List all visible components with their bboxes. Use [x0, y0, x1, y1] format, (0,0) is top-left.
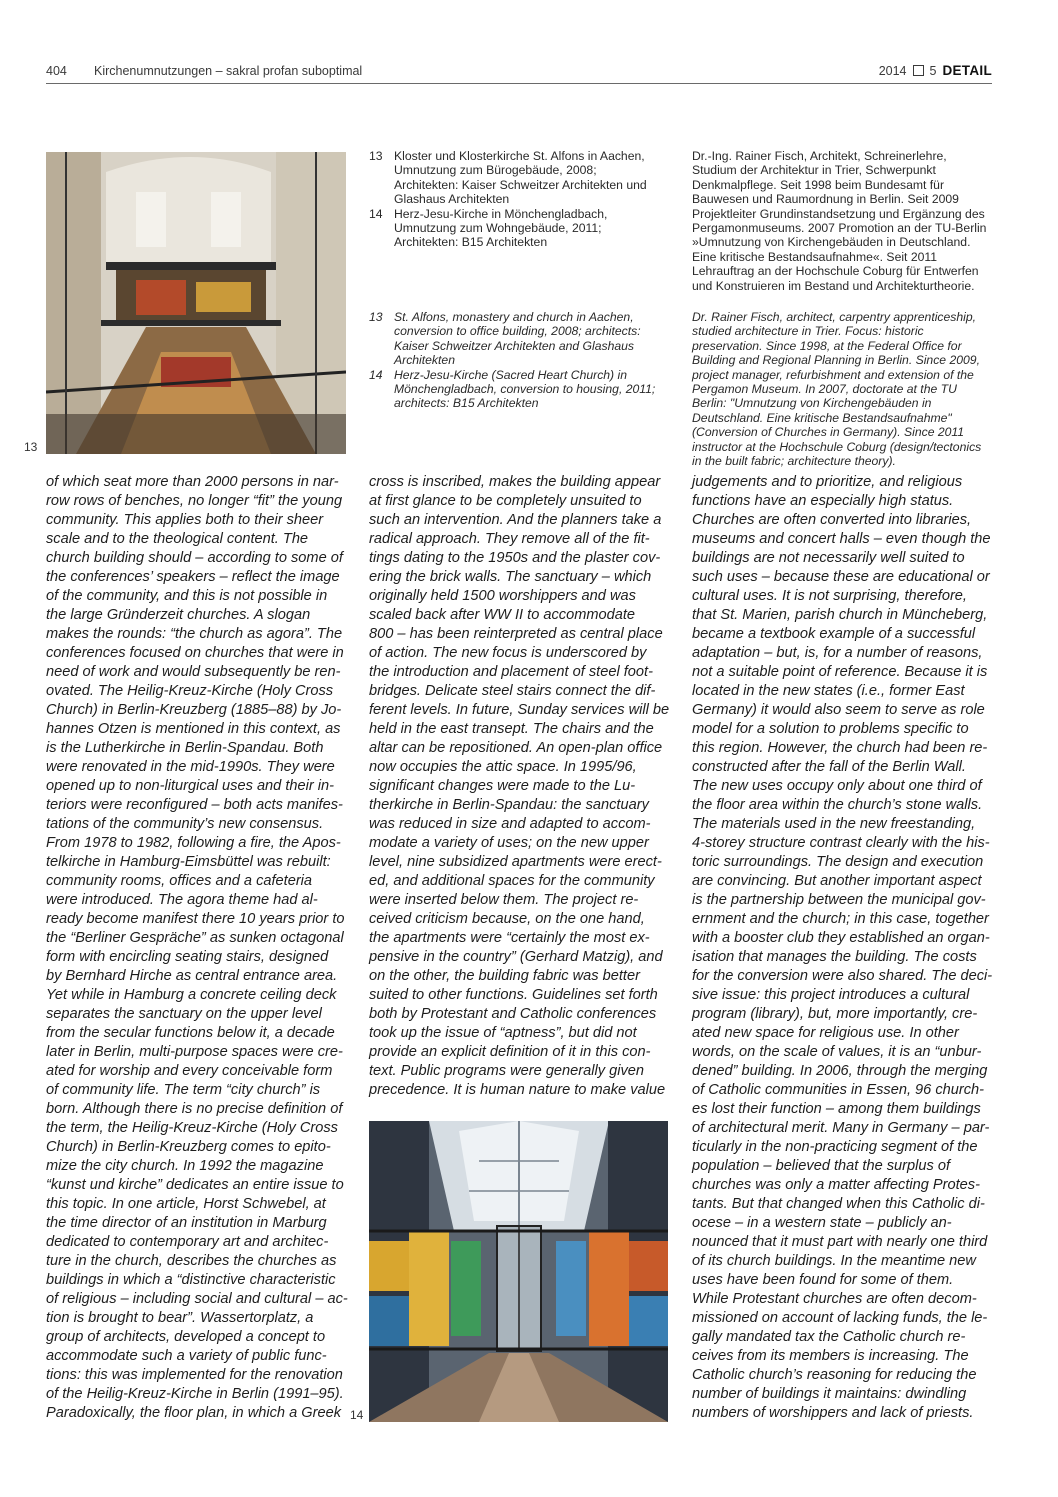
body-text-line: words, on the scale of values, it is an “unbur-: [692, 1044, 982, 1060]
body-text-line: From 1978 to 1982, following a fire, the Apos-: [46, 835, 341, 851]
author-bio-english: Dr. Rainer Fisch, architect, carpentry apprenticeship, studied architecture in Trier. Focus: historic preservation. Since 1998, at the Federal Office for Building and Regional Planning in Berlin. Since 2009, project manager, refurbishment and extension of the Pergamon Museum. In 2007, doctorate at the TU Berlin: "Umnutzung von Kirchengebäuden in Deutschland. Eine kritische Bestandsaufnahme" (Conversion of Churches in Germany). Since 2011 instructor at the Hochschule Coburg (design/tectonics in the built fabric; architecture theory).: [692, 310, 982, 469]
body-text-line: held in the east transept. The chairs and the: [369, 721, 654, 737]
captions-german: [369, 149, 659, 250]
body-text-line: the apartments were “certainly the most ex-: [369, 930, 650, 946]
body-text-line: While Protestant churches are often decom-: [692, 1291, 977, 1307]
body-text-line: Germany) it would also seem to serve as role: [692, 702, 985, 718]
body-text-line: is the Lutherkirche in Berlin-Spandau. Both: [46, 740, 324, 756]
body-text-line: Paradoxically, the floor plan, in which a Greek: [46, 1405, 341, 1421]
issue-year: 2014: [878, 63, 907, 78]
figure-13-number: 13: [24, 440, 38, 454]
body-text-line: gally mandated tax the Catholic church re-: [692, 1329, 966, 1345]
body-text-line: this topic. In one article, Horst Schwebel, at: [46, 1196, 326, 1212]
body-text-line: church building should – according to some of: [46, 550, 343, 566]
body-text-line: originally held 1500 worshippers and was: [369, 588, 636, 604]
body-text-line: ocese – in a western state – publicly an-: [692, 1215, 952, 1231]
body-text-line: model for a solution to problems specific to: [692, 721, 969, 737]
page-number: 404: [46, 64, 67, 78]
body-text-line: tions: this was implemented for the renovation: [46, 1367, 343, 1383]
body-text-line: Catholic church’s reasoning for reducing the: [692, 1367, 977, 1383]
body-text-line: text. Public programs were generally given: [369, 1063, 644, 1079]
body-text-line: this region. However, the church had been re-: [692, 740, 988, 756]
body-text-line: The new uses occupy only about one third of: [692, 778, 982, 794]
brand-logo: DETAIL: [942, 63, 992, 78]
page-header: [46, 61, 992, 84]
body-text-line: from the secular functions below it, a decade: [46, 1025, 335, 1041]
body-text-line: dedicated to contemporary art and architec-: [46, 1234, 329, 1250]
caption-text: Kloster und Klosterkirche St. Alfons in Aachen, Umnutzung zum Bürogebäude, 2008; Architekten: Kaiser Schweitzer Architekten und Glashaus Architekten: [394, 149, 647, 207]
body-text-line: makes the rounds: “the church as agora”. The: [46, 626, 343, 642]
caption-item: [369, 310, 663, 368]
body-text-line: of Catholic communities in Essen, 96 church-: [692, 1082, 985, 1098]
body-text-line: mize the city church. In 1992 the magazine: [46, 1158, 324, 1174]
body-text-line: scaled back after WW II to accommodate: [369, 607, 636, 623]
body-text-line: cross is inscribed, makes the building appear: [369, 474, 661, 490]
body-text-line: now occupies the attic space. In 1995/96,: [369, 759, 637, 775]
body-text-line: tations of the community’s new consensus.: [46, 816, 324, 832]
body-text-line: row rows of benches, no longer “fit” the young: [46, 493, 343, 509]
body-text-line: constructed after the fall of the Berlin Wall.: [692, 759, 966, 775]
body-text-line: dened” building. In 2006, through the merging: [692, 1063, 988, 1079]
body-text-line: buildings are not necessarily well suited to: [692, 550, 965, 566]
body-text-line: level, nine subsidized apartments were erect-: [369, 854, 662, 870]
body-text-line: museums and concert halls – even though the: [692, 531, 991, 547]
body-text-line: uses have been found for some of them.: [692, 1272, 954, 1288]
body-text-line: that St. Marien, parish church in Müncheberg,: [692, 607, 988, 623]
body-text-line: of community life. The term “city church” is: [46, 1082, 321, 1098]
body-text-line: for the conversion were also shared. The deci-: [692, 968, 993, 984]
body-text-line: accommodate such a variety of public func-: [46, 1348, 327, 1364]
body-text-line: ated new space for religious use. In other: [692, 1025, 959, 1041]
figure-14-photo: [369, 1121, 668, 1422]
body-text-line: of action. The new focus is underscored by: [369, 645, 647, 661]
body-text-line: program (library), but, more importantly, cre-: [692, 1006, 978, 1022]
body-text-line: the term, the Heilig-Kreuz-Kirche (Holy Cross: [46, 1120, 338, 1136]
caption-item: [369, 368, 663, 411]
body-text-line: became a textbook example of a successful: [692, 626, 976, 642]
body-text-line: numbers of worshippers and lack of priests.: [692, 1405, 974, 1421]
body-text-line: of architectural merit. Many in Germany – par-: [692, 1120, 990, 1136]
body-text-line: were inserted below them. The project re-: [369, 892, 639, 908]
caption-text: Herz-Jesu-Kirche in Mönchengladbach, Umnutzung zum Wohngebäude, 2011; Architekten: B15 Architekten: [394, 206, 608, 250]
body-text-line: ferent levels. In future, Sunday services will be: [369, 702, 670, 718]
body-text-line: population – believed that the surplus of: [692, 1158, 951, 1174]
body-text-line: provide an explicit definition of it in this con-: [369, 1044, 651, 1060]
body-text-line: the floor area within the church’s stone walls.: [692, 797, 983, 813]
body-text-line: such an intervention. And the planners take a: [369, 512, 662, 528]
body-text-line: sive issue: this project introduces a cultural: [692, 987, 970, 1003]
body-text-line: adaptation – but, is, for a number of reasons,: [692, 645, 983, 661]
body-text-line: ernment and the church; in this case, together: [692, 911, 989, 927]
body-text-line: buildings in which a “distinctive characteristic: [46, 1272, 336, 1288]
body-text-line: opened up to non-liturgical uses and their in-: [46, 778, 335, 794]
issue-info: [879, 63, 992, 78]
body-text-line: of which seat more than 2000 persons in nar-: [46, 474, 339, 490]
body-text-line: tants. But that changed when this Catholic di-: [692, 1196, 985, 1212]
body-text-line: the large Gründerzeit churches. A slogan: [46, 607, 311, 623]
body-text-line: hannes Otzen is mentioned in this context, as: [46, 721, 341, 737]
body-text-line: precedence. It is human nature to make value: [369, 1082, 666, 1098]
body-text-line: form with encircling seating stairs, designed: [46, 949, 329, 965]
body-text-line: ture in the church, describes the churches as: [46, 1253, 337, 1269]
body-text-line: ceives from its members is increasing. The: [692, 1348, 969, 1364]
body-text-line: by Bernhard Hirche as central entrance area.: [46, 968, 338, 984]
author-bio-german: Dr.-Ing. Rainer Fisch, Architekt, Schreinerlehre, Studium der Architektur in Trier, Schwerpunkt Denkmalpflege. Seit 1998 beim Bundesamt für Bauwesen und Raumordnung in Berlin. Seit 2009 Projektleiter Grundinstandsetzung und Ergänzung des Pergamonmuseums. 2007 Promotion an der TU-Berlin »Umnutzung von Kirchengebäuden in Deutschland. Eine kritische Bestandsaufnahme«. Seit 2011 Lehrauftrag an der Hochschule Coburg für Entwerfen und Konstruieren im Bestand und Architekturtheorie.: [692, 149, 987, 293]
body-text-line: community rooms, offices and a cafeteria: [46, 873, 313, 889]
body-text-line: toric surroundings. The design and execution: [692, 854, 984, 870]
body-text-line: therkirche in Berlin-Spandau: the sanctuary: [369, 797, 649, 813]
figure-14-number: 14: [350, 1408, 364, 1422]
body-text-line: judgements and to prioritize, and religious: [692, 474, 963, 490]
body-column-2: [369, 473, 675, 1100]
body-text-line: were renovated in the mid-1990s. They were: [46, 759, 335, 775]
caption-number: 13: [369, 310, 383, 324]
issue-number: 5: [929, 63, 937, 78]
square-icon: [913, 65, 924, 76]
body-text-line: cultural uses. It is not surprising, therefore,: [692, 588, 967, 604]
body-text-line: bridges. Delicate steel stairs connect the dif-: [369, 683, 656, 699]
body-text-line: ed, and additional spaces for the community: [369, 873, 655, 889]
body-text-line: 800 – has been reinterpreted as central place: [369, 626, 663, 642]
body-text-line: community. This applies both to their sheer: [46, 512, 324, 528]
body-text-line: 4-storey structure contrast clearly with the his-: [692, 835, 990, 851]
body-text-line: on the other, the building fabric was better: [369, 968, 640, 984]
body-text-line: are convincing. But another important aspect: [692, 873, 982, 889]
body-text-line: the “Berliner Gespräche” as sunken octagonal: [46, 930, 344, 946]
captions-english: [369, 310, 663, 411]
caption-text: St. Alfons, monastery and church in Aachen, conversion to office building, 2008; architects: Kaiser Schweitzer Architekten and Glashaus Architekten: [394, 310, 641, 368]
body-text-line: ready become manifest there 10 years prior to: [46, 911, 345, 927]
body-text-line: both by Protestant and Catholic conferences: [369, 1006, 657, 1022]
body-text-line: Yet while in Hamburg a concrete ceiling deck: [46, 987, 337, 1003]
body-text-line: were introduced. The agora theme had al-: [46, 892, 318, 908]
caption-item: [369, 149, 659, 207]
body-text-line: The materials used in the new freestanding,: [692, 816, 976, 832]
body-text-line: ated for worship and every conceivable form: [46, 1063, 333, 1079]
body-text-line: of religious – including social and cultural – ac-: [46, 1291, 348, 1307]
body-text-line: ceived criticism because, on the one hand,: [369, 911, 645, 927]
body-text-line: the introduction and placement of steel foot-: [369, 664, 653, 680]
body-text-line: was reduced in size and adapted to accom-: [369, 816, 651, 832]
body-text-line: ticularly in the non-practicing segment of the: [692, 1139, 978, 1155]
body-text-line: tings dating to the 1950s and the plaster cov-: [369, 550, 661, 566]
body-text-line: of the Heilig-Kreuz-Kirche in Berlin (1991–95).: [46, 1386, 344, 1402]
body-text-line: teriors were reconfigured – both acts manifes-: [46, 797, 343, 813]
caption-number: 14: [369, 206, 383, 221]
body-text-line: nounced that it must part with nearly one third: [692, 1234, 988, 1250]
body-text-line: Church) in Berlin-Kreuzberg comes to epito-: [46, 1139, 331, 1155]
body-text-line: Church) in Berlin-Kreuzberg (1885–88) by Jo-: [46, 702, 342, 718]
body-text-line: altar can be repositioned. An open-plan office: [369, 740, 663, 756]
body-text-line: missioned on account of lacking funds, the le-: [692, 1310, 988, 1326]
body-text-line: Churches are often converted into libraries,: [692, 512, 972, 528]
body-text-line: with a booster club they established an organ-: [692, 930, 990, 946]
body-text-line: not a suitable point of reference. Because it is: [692, 664, 988, 680]
body-text-line: took up the issue of “aptness”, but did not: [369, 1025, 637, 1041]
body-text-line: separates the sanctuary on the upper level: [46, 1006, 322, 1022]
body-text-line: ering the brick walls. The sanctuary – which: [369, 569, 652, 585]
body-text-line: functions have an especially high status.: [692, 493, 954, 509]
body-text-line: significant changes were made to the Lu-: [369, 778, 636, 794]
body-text-line: es lost their function – among them buildings: [692, 1101, 981, 1117]
body-text-line: group of architects, developed a concept to: [46, 1329, 326, 1345]
caption-item: [369, 207, 659, 250]
body-text-line: the time director of an institution in Marburg: [46, 1215, 327, 1231]
body-text-line: churches was only a matter affecting Protes-: [692, 1177, 980, 1193]
caption-number: 14: [369, 367, 383, 382]
caption-text: Herz-Jesu-Kirche (Sacred Heart Church) in Mönchengladbach, conversion to housing, 2011; architects: B15 Architekten: [394, 367, 656, 411]
body-text-line: radical approach. They remove all of the fit-: [369, 531, 650, 547]
body-text-line: later in Berlin, multi-purpose spaces were cre-: [46, 1044, 343, 1060]
body-text-line: “kunst und kirche” dedicates an entire issue to: [46, 1177, 344, 1193]
body-text-line: such uses – because these are educational or: [692, 569, 990, 585]
body-text-line: at first glance to be completely unsuited to: [369, 493, 642, 509]
body-text-line: need of work and would subsequently be ren-: [46, 664, 341, 680]
body-text-line: telkirche in Hamburg-Eimsbüttel was rebuilt:: [46, 854, 331, 870]
body-text-line: is the partnership between the municipal gov-: [692, 892, 986, 908]
body-text-line: the conferences’ speakers – reflect the image: [46, 569, 340, 585]
body-text-line: conferences focused on churches that were in: [46, 645, 344, 661]
body-text-line: pensive in the country” (Gerhard Matzig), and: [369, 949, 663, 965]
body-text-line: scale and to the theological content. The: [46, 531, 309, 547]
body-text-line: located in the new states (i.e., former East: [692, 683, 965, 699]
body-text-line: suited to other functions. Guidelines set forth: [369, 987, 658, 1003]
body-text-line: ovated. The Heilig-Kreuz-Kirche (Holy Cross: [46, 683, 334, 699]
body-column-1: [46, 473, 352, 1423]
body-text-line: modate a variety of uses; on the new upper: [369, 835, 649, 851]
body-text-line: of its church buildings. In the meantime new: [692, 1253, 976, 1269]
body-text-line: tion is brought to bear”. Wassertorplatz, a: [46, 1310, 314, 1326]
body-text-line: isation that manages the building. The costs: [692, 949, 977, 965]
figure-13-photo: [46, 152, 346, 454]
body-text-line: born. Although there is no precise definition of: [46, 1101, 343, 1117]
body-column-3: [692, 473, 998, 1423]
body-text-line: of the community, and this is not possible in: [46, 588, 328, 604]
section-title: Kirchenumnutzungen – sakral profan suboptimal: [94, 64, 363, 78]
caption-number: 13: [369, 149, 383, 163]
body-text-line: number of buildings it maintains: dwindling: [692, 1386, 967, 1402]
